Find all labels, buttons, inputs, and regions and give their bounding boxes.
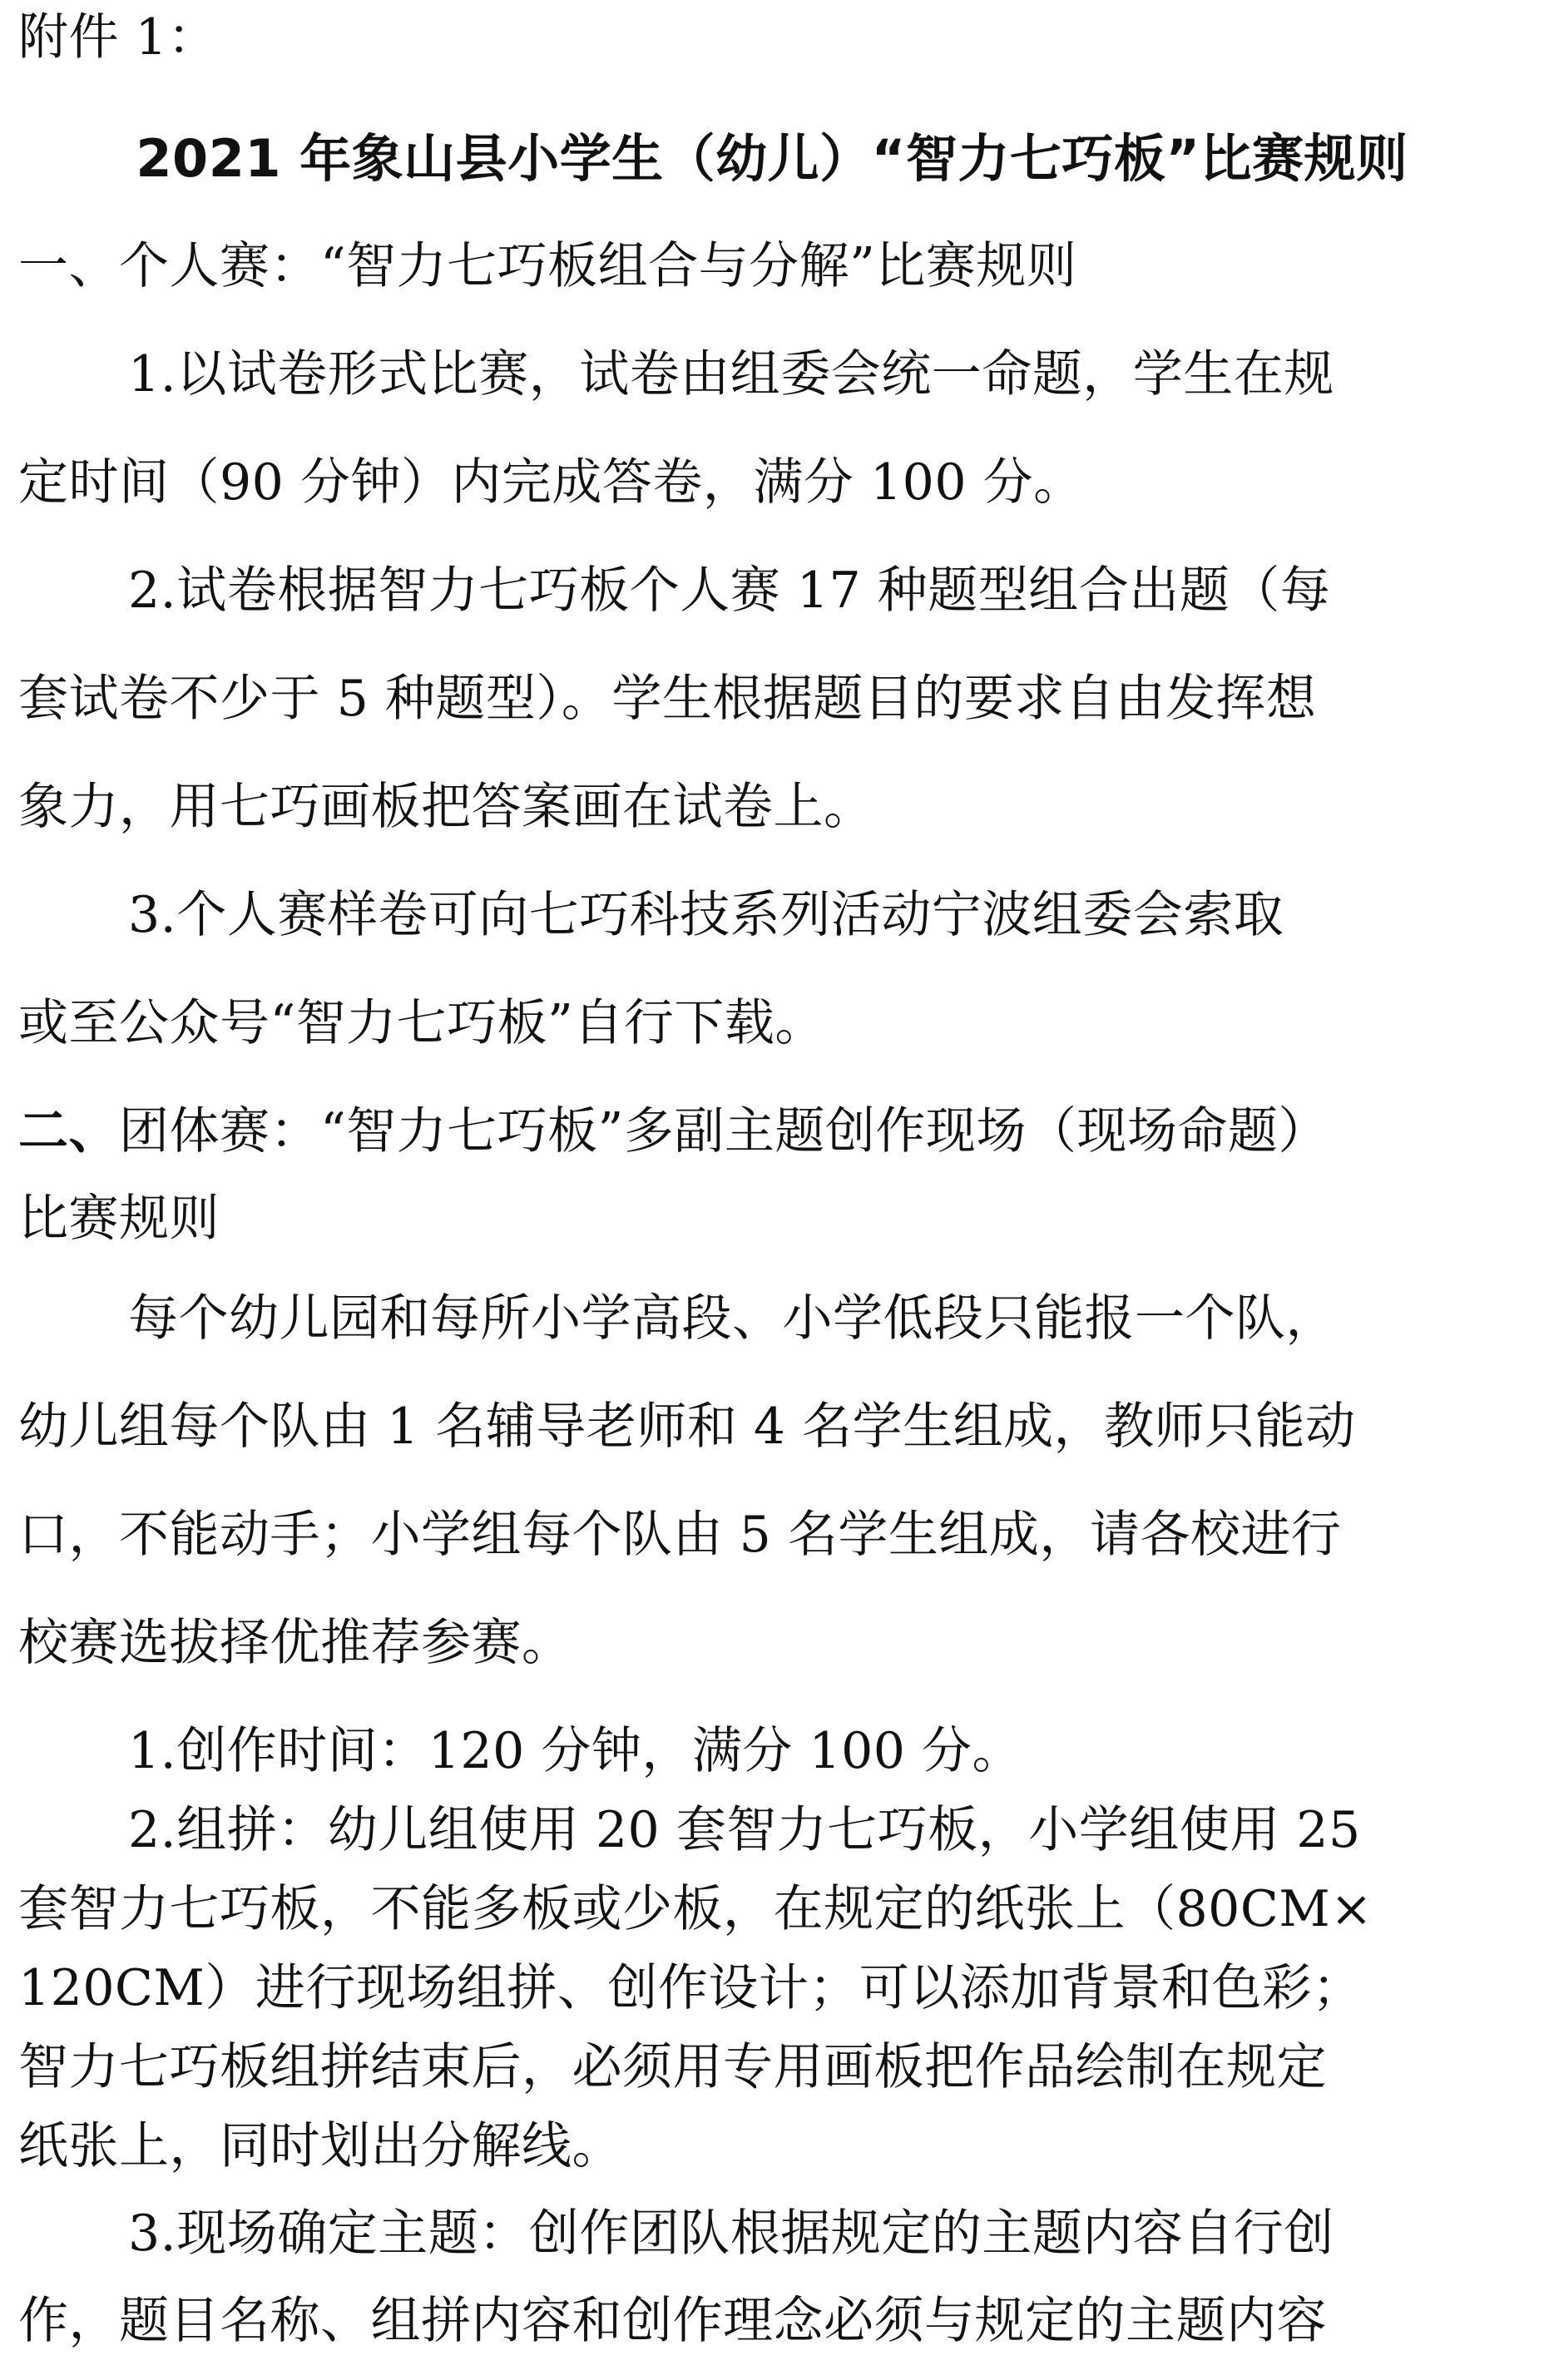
- paragraph-line: 2.试卷根据智力七巧板个人赛 17 种题型组合出题（每: [128, 562, 1331, 620]
- paragraph-line: 作，题目名称、组拼内容和创作理念必须与规定的主题内容: [18, 2292, 1327, 2350]
- section-2-heading: [18, 1102, 1526, 1160]
- section-2-heading-continued: 比赛规则: [18, 1190, 220, 1248]
- paragraph-line: 套智力七巧板，不能多板或少板，在规定的纸张上（80CM×: [18, 1880, 1373, 1938]
- paragraph-line: 3.个人赛样卷可向七巧科技系列活动宁波组委会索取: [128, 886, 1284, 944]
- paragraph-line: 幼儿组每个队由 1 名辅导老师和 4 名学生组成，教师只能动: [18, 1398, 1356, 1456]
- document-title: 2021 年象山县小学生（幼儿）“智力七巧板”比赛规则: [136, 128, 1408, 189]
- paragraph-line: 120CM）进行现场组拼、创作设计；可以添加背景和色彩；: [18, 1959, 1363, 2017]
- paragraph-line: 每个幼儿园和每所小学高段、小学低段只能报一个队，: [128, 1289, 1336, 1348]
- paragraph-line: 纸张上，同时划出分解线。: [18, 2117, 622, 2175]
- section-1-heading: 一、个人赛：“智力七巧板组合与分解”比赛规则: [18, 237, 1077, 295]
- paragraph-line: 1.创作时间：120 分钟，满分 100 分。: [128, 1722, 1023, 1780]
- paragraph-line: 智力七巧板组拼结束后，必须用专用画板把作品绘制在规定: [18, 2038, 1327, 2096]
- paragraph-line: 2.组拼：幼儿组使用 20 套智力七巧板，小学组使用 25: [128, 1801, 1361, 1859]
- paragraph-line: 或至公众号“智力七巧板”自行下载。: [18, 994, 825, 1052]
- paragraph-line: 口，不能动手；小学组每个队由 5 名学生组成，请各校进行: [18, 1506, 1342, 1564]
- section-2-heading-text: 团体赛：“智力七巧板”多副主题创作现场（现场命题）: [119, 1102, 1329, 1160]
- paragraph-line: 校赛选拔择优推荐参赛。: [18, 1614, 572, 1672]
- paragraph-line: 1.以试卷形式比赛，试卷由组委会统一命题，学生在规: [128, 345, 1334, 403]
- paragraph-line: 象力，用七巧画板把答案画在试卷上。: [18, 778, 874, 836]
- paragraph-line: 3.现场确定主题：创作团队根据规定的主题内容自行创: [128, 2204, 1334, 2263]
- attachment-label: 附件 1：: [18, 8, 218, 67]
- paragraph-line: 定时间（90 分钟）内完成答卷，满分 100 分。: [18, 453, 1084, 512]
- section-2-prefix: 二、: [18, 1102, 119, 1160]
- paragraph-line: 套试卷不少于 5 种题型）。学生根据题目的要求自由发挥想: [18, 670, 1317, 728]
